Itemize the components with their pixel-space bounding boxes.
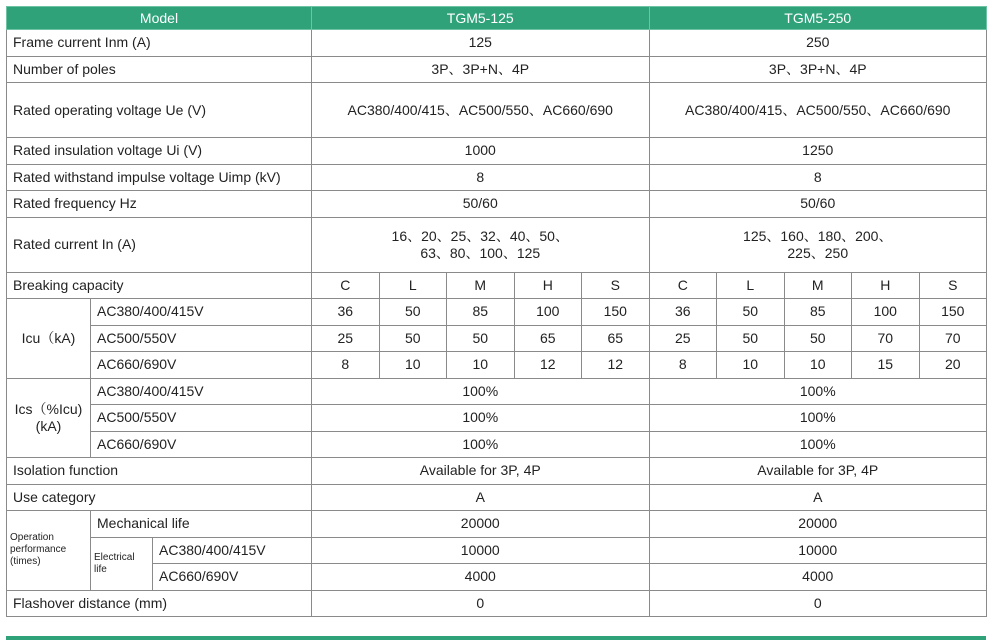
voltage-label: AC500/550V bbox=[91, 325, 312, 352]
row-frequency bbox=[7, 191, 987, 218]
row-label: Frame current Inm (A) bbox=[7, 30, 312, 57]
value-125: 100% bbox=[312, 405, 650, 432]
grade-cell: L bbox=[379, 272, 447, 299]
row-use-category bbox=[7, 484, 987, 511]
icu-value: 36 bbox=[312, 299, 380, 326]
icu-value: 100 bbox=[514, 299, 582, 326]
icu-value: 70 bbox=[919, 325, 987, 352]
value-250: 1250 bbox=[649, 138, 987, 165]
value-250: Available for 3P, 4P bbox=[649, 458, 987, 485]
row-rated-current bbox=[7, 217, 987, 272]
value-line: 125、160、180、200、 bbox=[743, 227, 893, 244]
voltage-label: AC380/400/415V bbox=[153, 537, 312, 564]
icu-value: 10 bbox=[379, 352, 447, 379]
row-label: Rated current In (A) bbox=[7, 217, 312, 272]
icu-value: 85 bbox=[784, 299, 852, 326]
value-125: 8 bbox=[312, 164, 650, 191]
value-125: Available for 3P, 4P bbox=[312, 458, 650, 485]
value-250: 250 bbox=[649, 30, 987, 57]
row-icu-380 bbox=[7, 299, 987, 326]
ics-label-line: Ics（%Icu) bbox=[14, 400, 83, 417]
icu-value: 36 bbox=[649, 299, 717, 326]
row-label: Breaking capacity bbox=[7, 272, 312, 299]
icu-value: 15 bbox=[852, 352, 920, 379]
voltage-label: AC500/550V bbox=[91, 405, 312, 432]
icu-value: 12 bbox=[582, 352, 650, 379]
row-label: Number of poles bbox=[7, 56, 312, 83]
icu-value: 10 bbox=[784, 352, 852, 379]
icu-value: 50 bbox=[379, 299, 447, 326]
value-250: 8 bbox=[649, 164, 987, 191]
icu-value: 25 bbox=[649, 325, 717, 352]
mechanical-label: Mechanical life bbox=[91, 511, 312, 538]
icu-value: 85 bbox=[447, 299, 515, 326]
value-line: 225、250 bbox=[787, 244, 849, 261]
icu-value: 8 bbox=[312, 352, 380, 379]
voltage-label: AC660/690V bbox=[153, 564, 312, 591]
row-label: Rated frequency Hz bbox=[7, 191, 312, 218]
electrical-label-line: Electrical bbox=[94, 551, 135, 563]
row-insulation-voltage bbox=[7, 138, 987, 165]
value-125: 125 bbox=[312, 30, 650, 57]
value-250: 100% bbox=[649, 405, 987, 432]
icu-value: 8 bbox=[649, 352, 717, 379]
grade-cell: S bbox=[582, 272, 650, 299]
electrical-label-line: life bbox=[94, 563, 107, 575]
value-125: 20000 bbox=[312, 511, 650, 538]
value-125: A bbox=[312, 484, 650, 511]
value-125: 0 bbox=[312, 590, 650, 617]
row-isolation bbox=[7, 458, 987, 485]
row-electrical-660 bbox=[7, 564, 987, 591]
row-ics-380 bbox=[7, 378, 987, 405]
icu-value: 12 bbox=[514, 352, 582, 379]
operation-label-line: performance bbox=[10, 544, 67, 556]
icu-value: 10 bbox=[717, 352, 785, 379]
icu-value: 50 bbox=[784, 325, 852, 352]
icu-value: 70 bbox=[852, 325, 920, 352]
icu-value: 50 bbox=[717, 325, 785, 352]
icu-value: 20 bbox=[919, 352, 987, 379]
grade-cell: L bbox=[717, 272, 785, 299]
icu-value: 50 bbox=[379, 325, 447, 352]
row-label: Flashover distance (mm) bbox=[7, 590, 312, 617]
ics-label-line: (kA) bbox=[35, 417, 62, 434]
icu-value: 10 bbox=[447, 352, 515, 379]
row-poles bbox=[7, 56, 987, 83]
value-125: 3P、3P+N、4P bbox=[312, 56, 650, 83]
row-label: Use category bbox=[7, 484, 312, 511]
value-125: AC380/400/415、AC500/550、AC660/690 bbox=[312, 83, 650, 138]
row-breaking-capacity bbox=[7, 272, 987, 299]
grade-cell: C bbox=[312, 272, 380, 299]
grade-cell: H bbox=[852, 272, 920, 299]
icu-value: 150 bbox=[919, 299, 987, 326]
icu-value: 25 bbox=[312, 325, 380, 352]
header-tgm5-125: TGM5-125 bbox=[312, 7, 650, 30]
row-mechanical-life bbox=[7, 511, 987, 538]
value-250: 100% bbox=[649, 431, 987, 458]
operation-label-line: (times) bbox=[10, 556, 41, 568]
row-electrical-380 bbox=[7, 537, 987, 564]
value-125: 100% bbox=[312, 431, 650, 458]
grade-cell: S bbox=[919, 272, 987, 299]
row-operating-voltage bbox=[7, 83, 987, 138]
icu-value: 50 bbox=[447, 325, 515, 352]
value-125: 100% bbox=[312, 378, 650, 405]
operation-label bbox=[7, 511, 91, 591]
value-250: 4000 bbox=[649, 564, 987, 591]
row-icu-660 bbox=[7, 352, 987, 379]
value-250: 10000 bbox=[649, 537, 987, 564]
grade-cell: C bbox=[649, 272, 717, 299]
row-label: Rated withstand impulse voltage Uimp (kV) bbox=[7, 164, 312, 191]
icu-value: 65 bbox=[582, 325, 650, 352]
value-line: 16、20、25、32、40、50、 bbox=[391, 227, 569, 244]
value-250: A bbox=[649, 484, 987, 511]
row-icu-500 bbox=[7, 325, 987, 352]
value-125: 4000 bbox=[312, 564, 650, 591]
header-row bbox=[7, 7, 987, 30]
row-impulse-voltage bbox=[7, 164, 987, 191]
icu-value: 100 bbox=[852, 299, 920, 326]
value-125: 10000 bbox=[312, 537, 650, 564]
row-ics-660 bbox=[7, 431, 987, 458]
voltage-label: AC380/400/415V bbox=[91, 299, 312, 326]
voltage-label: AC380/400/415V bbox=[91, 378, 312, 405]
grade-cell: H bbox=[514, 272, 582, 299]
header-model: Model bbox=[7, 7, 312, 30]
row-ics-500 bbox=[7, 405, 987, 432]
operation-label-line: Operation bbox=[10, 532, 54, 544]
row-label: Rated operating voltage Ue (V) bbox=[7, 83, 312, 138]
icu-label: Icu（kA) bbox=[7, 299, 91, 379]
icu-value: 50 bbox=[717, 299, 785, 326]
value-250: 100% bbox=[649, 378, 987, 405]
header-tgm5-250: TGM5-250 bbox=[649, 7, 987, 30]
value-125: 50/60 bbox=[312, 191, 650, 218]
spec-table bbox=[6, 6, 987, 617]
value-125 bbox=[312, 217, 650, 272]
value-125: 1000 bbox=[312, 138, 650, 165]
value-250: 0 bbox=[649, 590, 987, 617]
row-label: Rated insulation voltage Ui (V) bbox=[7, 138, 312, 165]
voltage-label: AC660/690V bbox=[91, 352, 312, 379]
value-line: 63、80、100、125 bbox=[420, 244, 541, 261]
ics-label bbox=[7, 378, 91, 458]
value-250 bbox=[649, 217, 987, 272]
voltage-label: AC660/690V bbox=[91, 431, 312, 458]
row-frame-current bbox=[7, 30, 987, 57]
icu-value: 65 bbox=[514, 325, 582, 352]
grade-cell: M bbox=[784, 272, 852, 299]
value-250: AC380/400/415、AC500/550、AC660/690 bbox=[649, 83, 987, 138]
value-250: 50/60 bbox=[649, 191, 987, 218]
row-flashover bbox=[7, 590, 987, 617]
row-label: Isolation function bbox=[7, 458, 312, 485]
icu-value: 150 bbox=[582, 299, 650, 326]
grade-cell: M bbox=[447, 272, 515, 299]
bottom-accent-bar bbox=[6, 636, 986, 640]
electrical-label bbox=[91, 537, 153, 590]
value-250: 3P、3P+N、4P bbox=[649, 56, 987, 83]
value-250: 20000 bbox=[649, 511, 987, 538]
